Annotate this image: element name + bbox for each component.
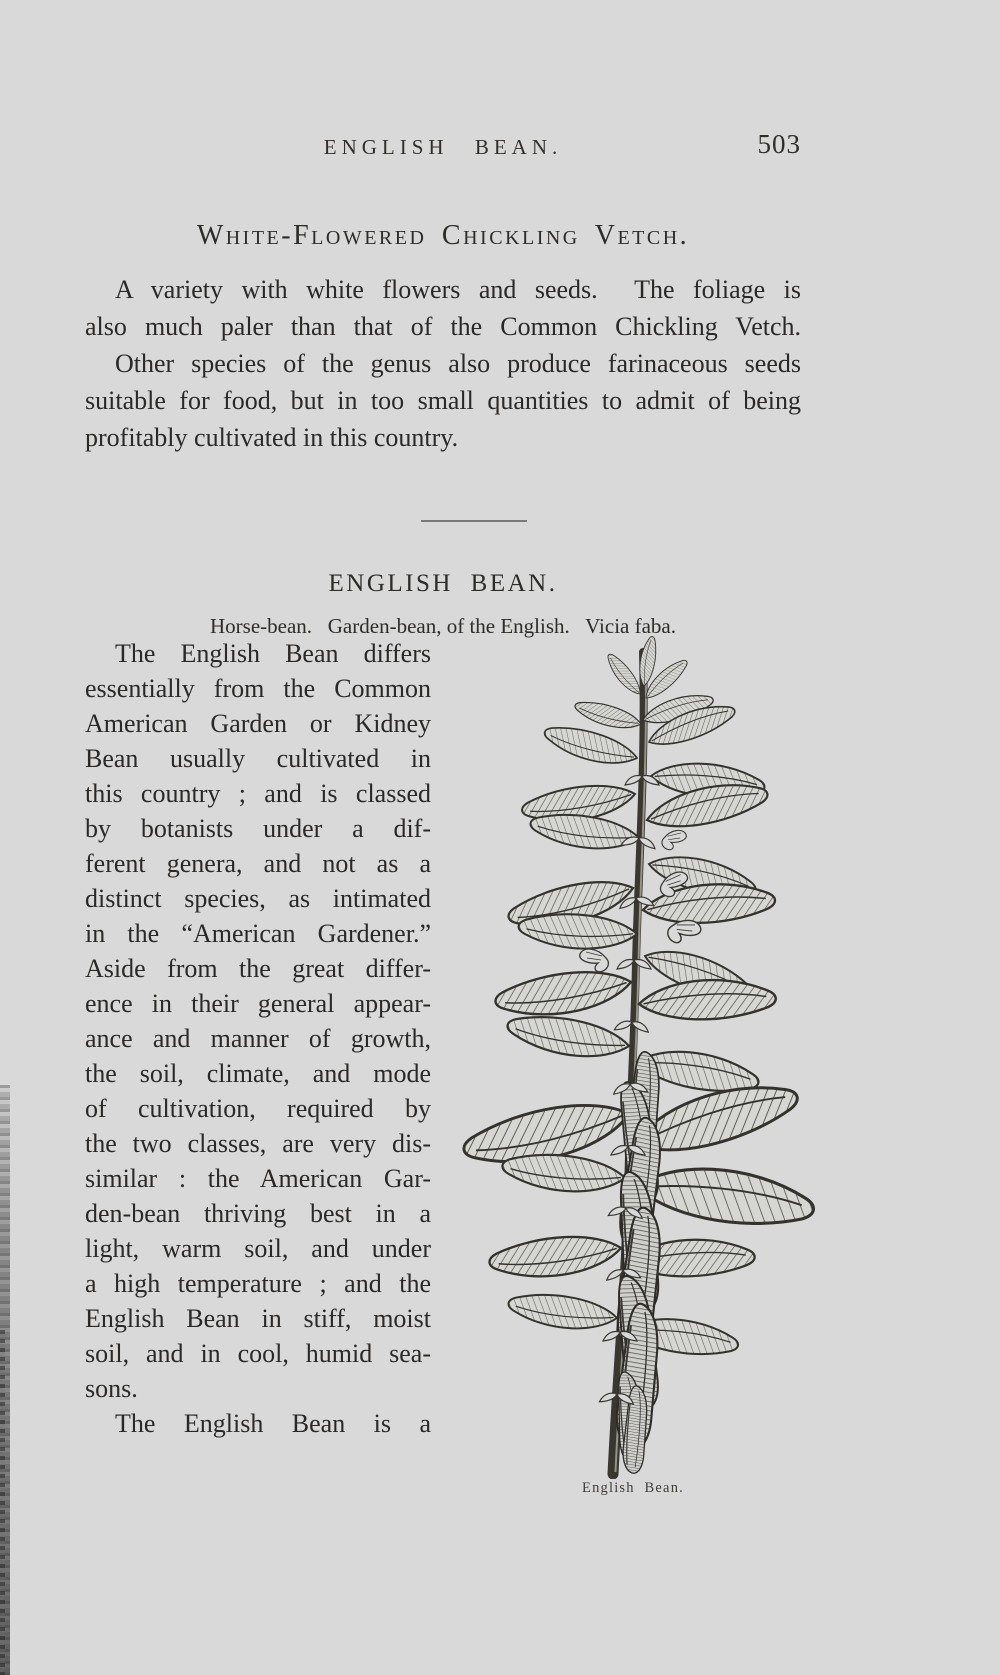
- text-line: Other species of the genus also produce farinaceous seeds: [115, 349, 801, 378]
- text-line: soil, and in cool, humid sea-: [85, 1339, 431, 1368]
- vetch-paragraph-2: [85, 345, 801, 456]
- text-line: in the “American Gardener.”: [85, 919, 431, 948]
- text-line: Aside from the great differ-: [85, 954, 431, 983]
- bean-text-column: [85, 636, 431, 1441]
- text-line: profitably cultivated in this country.: [85, 423, 459, 452]
- vetch-paragraph-1: [85, 271, 801, 345]
- text-line: sons.: [85, 1374, 138, 1403]
- bean-plant-illustration: [430, 624, 835, 1479]
- text-line: a high temperature ; and the: [85, 1269, 431, 1298]
- bean-plant-engraving: [430, 624, 835, 1479]
- section-divider: [421, 520, 527, 522]
- text-line: distinct species, as intimated: [85, 884, 431, 913]
- text-line: ence in their general appear-: [85, 989, 431, 1018]
- text-line: American Garden or Kidney: [85, 709, 431, 738]
- text-line: also much paler than that of the Common Chickling Vetch.: [85, 312, 801, 341]
- text-line: the two classes, are very dis-: [85, 1129, 431, 1158]
- figure-caption: English Bean.: [582, 1480, 684, 1496]
- section-heading-bean: ENGLISH BEAN.: [328, 570, 558, 597]
- text-line: The English Bean is a: [115, 1409, 431, 1438]
- text-line: by botanists under a dif-: [85, 814, 431, 843]
- text-line: light, warm soil, and under: [85, 1234, 431, 1263]
- text-line: English Bean in stiff, moist: [85, 1304, 431, 1333]
- text-line: A variety with white flowers and seeds. The foliage is: [115, 275, 801, 304]
- page-edge-shadow-dark: [0, 1330, 5, 1675]
- running-header: ENGLISH BEAN.: [323, 135, 563, 159]
- text-line: similar : the American Gar-: [85, 1164, 431, 1193]
- text-line: ferent genera, and not as a: [85, 849, 431, 878]
- text-line: essentially from the Common: [85, 674, 431, 703]
- text-line: this country ; and is classed: [85, 779, 431, 808]
- bean-synonyms-line: Horse-bean. Garden-bean, of the English. Vicia faba.: [209, 614, 676, 638]
- text-line: ance and manner of growth,: [85, 1024, 431, 1053]
- text-line: The English Bean differs: [115, 639, 431, 668]
- page-number: 503: [757, 129, 801, 159]
- text-line: den-bean thriving best in a: [85, 1199, 431, 1228]
- section-heading-vetch: White-Flowered Chickling Vetch.: [196, 220, 690, 251]
- text-line: suitable for food, but in too small quantities to admit of being: [85, 386, 801, 415]
- text-line: of cultivation, required by: [85, 1094, 431, 1123]
- text-line: the soil, climate, and mode: [85, 1059, 431, 1088]
- text-line: Bean usually cultivated in: [85, 744, 431, 773]
